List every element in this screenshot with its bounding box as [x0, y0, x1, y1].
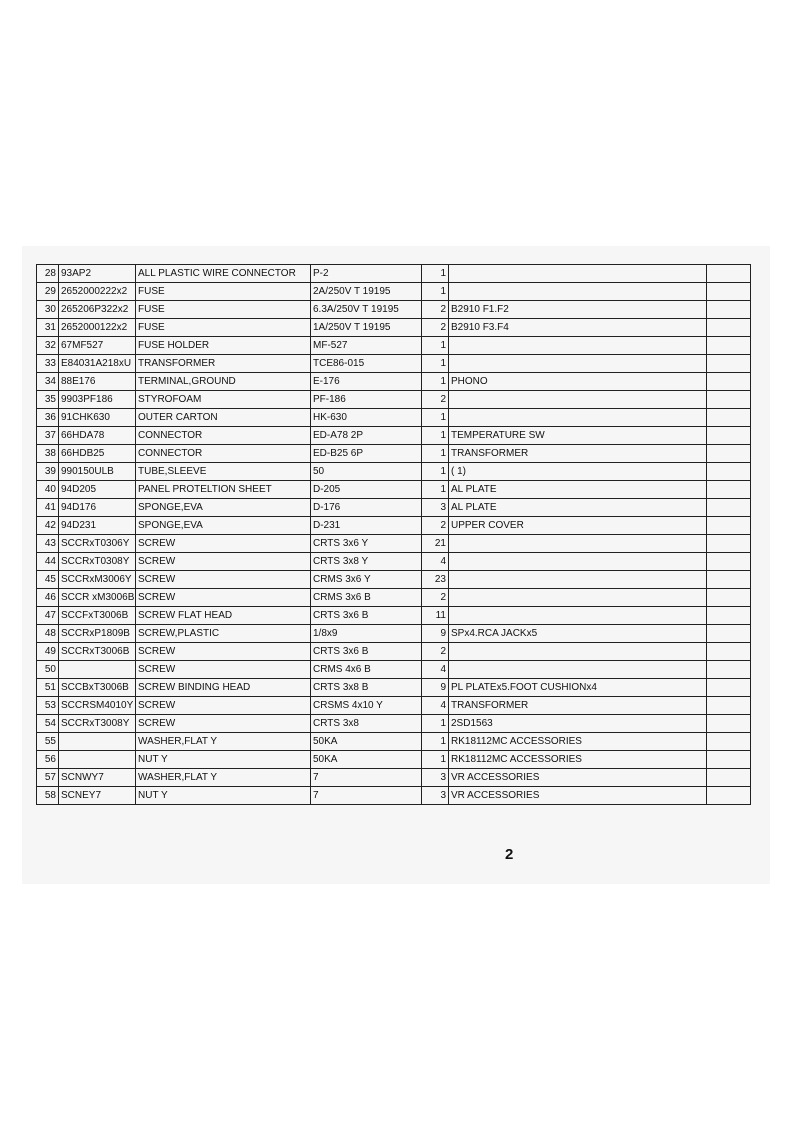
- row-number-cell: 43: [37, 535, 59, 553]
- description-cell: SCREW FLAT HEAD: [136, 607, 311, 625]
- quantity-cell: 2: [422, 301, 449, 319]
- table-row: [37, 517, 751, 535]
- parts-list-body: [37, 265, 751, 805]
- quantity-cell: 1: [422, 283, 449, 301]
- remark-cell: VR ACCESSORIES: [449, 787, 707, 805]
- quantity-cell: 1: [422, 427, 449, 445]
- part-number-cell: SCCRxT0308Y: [59, 553, 136, 571]
- quantity-cell: 1: [422, 265, 449, 283]
- quantity-cell: 1: [422, 751, 449, 769]
- table-row: [37, 427, 751, 445]
- row-number-cell: 42: [37, 517, 59, 535]
- part-number-cell: SCCRxP1809B: [59, 625, 136, 643]
- extra-cell: [707, 643, 751, 661]
- part-number-cell: SCCRSM4010Y: [59, 697, 136, 715]
- description-cell: SCREW: [136, 571, 311, 589]
- remark-cell: [449, 355, 707, 373]
- part-number-cell: 88E176: [59, 373, 136, 391]
- specification-cell: CRTS 3x6 B: [311, 607, 422, 625]
- row-number-cell: 29: [37, 283, 59, 301]
- remark-cell: UPPER COVER: [449, 517, 707, 535]
- description-cell: SCREW: [136, 715, 311, 733]
- table-row: [37, 301, 751, 319]
- table-row: [37, 553, 751, 571]
- table-row: [37, 409, 751, 427]
- extra-cell: [707, 751, 751, 769]
- quantity-cell: 2: [422, 517, 449, 535]
- quantity-cell: 3: [422, 769, 449, 787]
- row-number-cell: 51: [37, 679, 59, 697]
- specification-cell: 7: [311, 769, 422, 787]
- specification-cell: D-205: [311, 481, 422, 499]
- quantity-cell: 2: [422, 391, 449, 409]
- table-row: [37, 463, 751, 481]
- extra-cell: [707, 301, 751, 319]
- row-number-cell: 30: [37, 301, 59, 319]
- specification-cell: 50KA: [311, 733, 422, 751]
- parts-list-table: [36, 264, 751, 805]
- table-row: [37, 283, 751, 301]
- quantity-cell: 23: [422, 571, 449, 589]
- specification-cell: 2A/250V T 19195: [311, 283, 422, 301]
- part-number-cell: E84031A218xU: [59, 355, 136, 373]
- remark-cell: RK18112MC ACCESSORIES: [449, 733, 707, 751]
- quantity-cell: 2: [422, 319, 449, 337]
- extra-cell: [707, 337, 751, 355]
- specification-cell: 50: [311, 463, 422, 481]
- description-cell: SCREW: [136, 661, 311, 679]
- table-row: [37, 697, 751, 715]
- specification-cell: MF-527: [311, 337, 422, 355]
- description-cell: WASHER,FLAT Y: [136, 733, 311, 751]
- table-row: [37, 355, 751, 373]
- description-cell: SCREW: [136, 643, 311, 661]
- part-number-cell: SCNEY7: [59, 787, 136, 805]
- quantity-cell: 1: [422, 409, 449, 427]
- row-number-cell: 31: [37, 319, 59, 337]
- table-row: [37, 499, 751, 517]
- remark-cell: [449, 283, 707, 301]
- row-number-cell: 37: [37, 427, 59, 445]
- table-row: [37, 607, 751, 625]
- part-number-cell: 9903PF186: [59, 391, 136, 409]
- part-number-cell: SCCRxT3006B: [59, 643, 136, 661]
- table-row: [37, 571, 751, 589]
- extra-cell: [707, 409, 751, 427]
- table-row: [37, 319, 751, 337]
- table-row: [37, 679, 751, 697]
- table-row: [37, 373, 751, 391]
- row-number-cell: 35: [37, 391, 59, 409]
- extra-cell: [707, 481, 751, 499]
- remark-cell: SPx4.RCA JACKx5: [449, 625, 707, 643]
- quantity-cell: 1: [422, 373, 449, 391]
- extra-cell: [707, 283, 751, 301]
- specification-cell: D-231: [311, 517, 422, 535]
- description-cell: STYROFOAM: [136, 391, 311, 409]
- quantity-cell: 1: [422, 445, 449, 463]
- table-row: [37, 445, 751, 463]
- row-number-cell: 49: [37, 643, 59, 661]
- specification-cell: ED-B25 6P: [311, 445, 422, 463]
- description-cell: FUSE: [136, 319, 311, 337]
- extra-cell: [707, 715, 751, 733]
- table-row: [37, 265, 751, 283]
- specification-cell: HK-630: [311, 409, 422, 427]
- part-number-cell: SCCRxT0306Y: [59, 535, 136, 553]
- description-cell: CONNECTOR: [136, 445, 311, 463]
- extra-cell: [707, 445, 751, 463]
- quantity-cell: 1: [422, 481, 449, 499]
- part-number-cell: SCCR xM3006B: [59, 589, 136, 607]
- table-row: [37, 589, 751, 607]
- description-cell: SCREW: [136, 589, 311, 607]
- part-number-cell: SCNWY7: [59, 769, 136, 787]
- part-number-cell: SCCRxM3006Y: [59, 571, 136, 589]
- part-number-cell: 2652000222x2: [59, 283, 136, 301]
- extra-cell: [707, 769, 751, 787]
- extra-cell: [707, 607, 751, 625]
- specification-cell: 50KA: [311, 751, 422, 769]
- specification-cell: CRTS 3x8 Y: [311, 553, 422, 571]
- specification-cell: PF-186: [311, 391, 422, 409]
- description-cell: SCREW,PLASTIC: [136, 625, 311, 643]
- quantity-cell: 2: [422, 589, 449, 607]
- part-number-cell: [59, 661, 136, 679]
- row-number-cell: 45: [37, 571, 59, 589]
- extra-cell: [707, 427, 751, 445]
- description-cell: SCREW: [136, 535, 311, 553]
- part-number-cell: 91CHK630: [59, 409, 136, 427]
- extra-cell: [707, 625, 751, 643]
- quantity-cell: 21: [422, 535, 449, 553]
- description-cell: OUTER CARTON: [136, 409, 311, 427]
- quantity-cell: 3: [422, 499, 449, 517]
- remark-cell: VR ACCESSORIES: [449, 769, 707, 787]
- part-number-cell: SCCFxT3006B: [59, 607, 136, 625]
- quantity-cell: 9: [422, 625, 449, 643]
- specification-cell: CRTS 3x8: [311, 715, 422, 733]
- description-cell: ALL PLASTIC WIRE CONNECTOR: [136, 265, 311, 283]
- remark-cell: [449, 589, 707, 607]
- table-row: [37, 391, 751, 409]
- row-number-cell: 39: [37, 463, 59, 481]
- description-cell: SCREW: [136, 697, 311, 715]
- description-cell: FUSE HOLDER: [136, 337, 311, 355]
- extra-cell: [707, 589, 751, 607]
- remark-cell: [449, 643, 707, 661]
- remark-cell: TEMPERATURE SW: [449, 427, 707, 445]
- part-number-cell: 94D176: [59, 499, 136, 517]
- remark-cell: [449, 607, 707, 625]
- remark-cell: [449, 553, 707, 571]
- description-cell: SPONGE,EVA: [136, 517, 311, 535]
- remark-cell: AL PLATE: [449, 481, 707, 499]
- table-row: [37, 535, 751, 553]
- quantity-cell: 1: [422, 355, 449, 373]
- description-cell: TERMINAL,GROUND: [136, 373, 311, 391]
- table-row: [37, 787, 751, 805]
- description-cell: SCREW BINDING HEAD: [136, 679, 311, 697]
- quantity-cell: 3: [422, 787, 449, 805]
- row-number-cell: 57: [37, 769, 59, 787]
- part-number-cell: 94D205: [59, 481, 136, 499]
- part-number-cell: 2652000122x2: [59, 319, 136, 337]
- row-number-cell: 48: [37, 625, 59, 643]
- extra-cell: [707, 679, 751, 697]
- specification-cell: CRSMS 4x10 Y: [311, 697, 422, 715]
- specification-cell: 6.3A/250V T 19195: [311, 301, 422, 319]
- specification-cell: E-176: [311, 373, 422, 391]
- row-number-cell: 56: [37, 751, 59, 769]
- remark-cell: ( 1): [449, 463, 707, 481]
- table-row: [37, 733, 751, 751]
- specification-cell: ED-A78 2P: [311, 427, 422, 445]
- quantity-cell: 4: [422, 697, 449, 715]
- specification-cell: CRMS 3x6 Y: [311, 571, 422, 589]
- description-cell: SPONGE,EVA: [136, 499, 311, 517]
- row-number-cell: 41: [37, 499, 59, 517]
- page-number: 2: [505, 846, 514, 863]
- row-number-cell: 28: [37, 265, 59, 283]
- row-number-cell: 34: [37, 373, 59, 391]
- remark-cell: [449, 265, 707, 283]
- row-number-cell: 55: [37, 733, 59, 751]
- specification-cell: 1A/250V T 19195: [311, 319, 422, 337]
- extra-cell: [707, 535, 751, 553]
- specification-cell: CRTS 3x6 Y: [311, 535, 422, 553]
- quantity-cell: 4: [422, 553, 449, 571]
- extra-cell: [707, 355, 751, 373]
- specification-cell: D-176: [311, 499, 422, 517]
- part-number-cell: [59, 733, 136, 751]
- specification-cell: 7: [311, 787, 422, 805]
- row-number-cell: 40: [37, 481, 59, 499]
- extra-cell: [707, 391, 751, 409]
- remark-cell: TRANSFORMER: [449, 697, 707, 715]
- part-number-cell: 265206P322x2: [59, 301, 136, 319]
- extra-cell: [707, 553, 751, 571]
- remark-cell: B2910 F3.F4: [449, 319, 707, 337]
- remark-cell: TRANSFORMER: [449, 445, 707, 463]
- remark-cell: B2910 F1.F2: [449, 301, 707, 319]
- extra-cell: [707, 499, 751, 517]
- specification-cell: CRMS 3x6 B: [311, 589, 422, 607]
- quantity-cell: 2: [422, 643, 449, 661]
- specification-cell: CRMS 4x6 B: [311, 661, 422, 679]
- description-cell: NUT Y: [136, 751, 311, 769]
- table-row: [37, 661, 751, 679]
- row-number-cell: 46: [37, 589, 59, 607]
- description-cell: SCREW: [136, 553, 311, 571]
- part-number-cell: 94D231: [59, 517, 136, 535]
- extra-cell: [707, 661, 751, 679]
- extra-cell: [707, 373, 751, 391]
- table-row: [37, 337, 751, 355]
- quantity-cell: 4: [422, 661, 449, 679]
- remark-cell: AL PLATE: [449, 499, 707, 517]
- extra-cell: [707, 733, 751, 751]
- description-cell: FUSE: [136, 301, 311, 319]
- remark-cell: [449, 571, 707, 589]
- extra-cell: [707, 787, 751, 805]
- quantity-cell: 1: [422, 715, 449, 733]
- description-cell: TRANSFORMER: [136, 355, 311, 373]
- quantity-cell: 11: [422, 607, 449, 625]
- remark-cell: PL PLATEx5.FOOT CUSHIONx4: [449, 679, 707, 697]
- quantity-cell: 1: [422, 733, 449, 751]
- table-row: [37, 481, 751, 499]
- description-cell: NUT Y: [136, 787, 311, 805]
- part-number-cell: 93AP2: [59, 265, 136, 283]
- part-number-cell: [59, 751, 136, 769]
- extra-cell: [707, 517, 751, 535]
- row-number-cell: 32: [37, 337, 59, 355]
- table-row: [37, 625, 751, 643]
- specification-cell: CRTS 3x6 B: [311, 643, 422, 661]
- specification-cell: TCE86-015: [311, 355, 422, 373]
- remark-cell: RK18112MC ACCESSORIES: [449, 751, 707, 769]
- extra-cell: [707, 319, 751, 337]
- part-number-cell: SCCRxT3008Y: [59, 715, 136, 733]
- description-cell: WASHER,FLAT Y: [136, 769, 311, 787]
- table-row: [37, 643, 751, 661]
- part-number-cell: 66HDA78: [59, 427, 136, 445]
- remark-cell: [449, 391, 707, 409]
- row-number-cell: 53: [37, 697, 59, 715]
- extra-cell: [707, 265, 751, 283]
- specification-cell: CRTS 3x8 B: [311, 679, 422, 697]
- row-number-cell: 54: [37, 715, 59, 733]
- extra-cell: [707, 571, 751, 589]
- row-number-cell: 38: [37, 445, 59, 463]
- row-number-cell: 50: [37, 661, 59, 679]
- remark-cell: [449, 535, 707, 553]
- description-cell: FUSE: [136, 283, 311, 301]
- table-row: [37, 751, 751, 769]
- part-number-cell: SCCBxT3006B: [59, 679, 136, 697]
- part-number-cell: 990150ULB: [59, 463, 136, 481]
- specification-cell: P-2: [311, 265, 422, 283]
- quantity-cell: 9: [422, 679, 449, 697]
- description-cell: CONNECTOR: [136, 427, 311, 445]
- row-number-cell: 36: [37, 409, 59, 427]
- table-row: [37, 769, 751, 787]
- quantity-cell: 1: [422, 463, 449, 481]
- table-row: [37, 715, 751, 733]
- row-number-cell: 44: [37, 553, 59, 571]
- remark-cell: [449, 661, 707, 679]
- specification-cell: 1/8x9: [311, 625, 422, 643]
- quantity-cell: 1: [422, 337, 449, 355]
- description-cell: TUBE,SLEEVE: [136, 463, 311, 481]
- row-number-cell: 33: [37, 355, 59, 373]
- extra-cell: [707, 463, 751, 481]
- remark-cell: [449, 337, 707, 355]
- part-number-cell: 66HDB25: [59, 445, 136, 463]
- part-number-cell: 67MF527: [59, 337, 136, 355]
- remark-cell: 2SD1563: [449, 715, 707, 733]
- remark-cell: PHONO: [449, 373, 707, 391]
- description-cell: PANEL PROTELTION SHEET: [136, 481, 311, 499]
- remark-cell: [449, 409, 707, 427]
- extra-cell: [707, 697, 751, 715]
- row-number-cell: 58: [37, 787, 59, 805]
- row-number-cell: 47: [37, 607, 59, 625]
